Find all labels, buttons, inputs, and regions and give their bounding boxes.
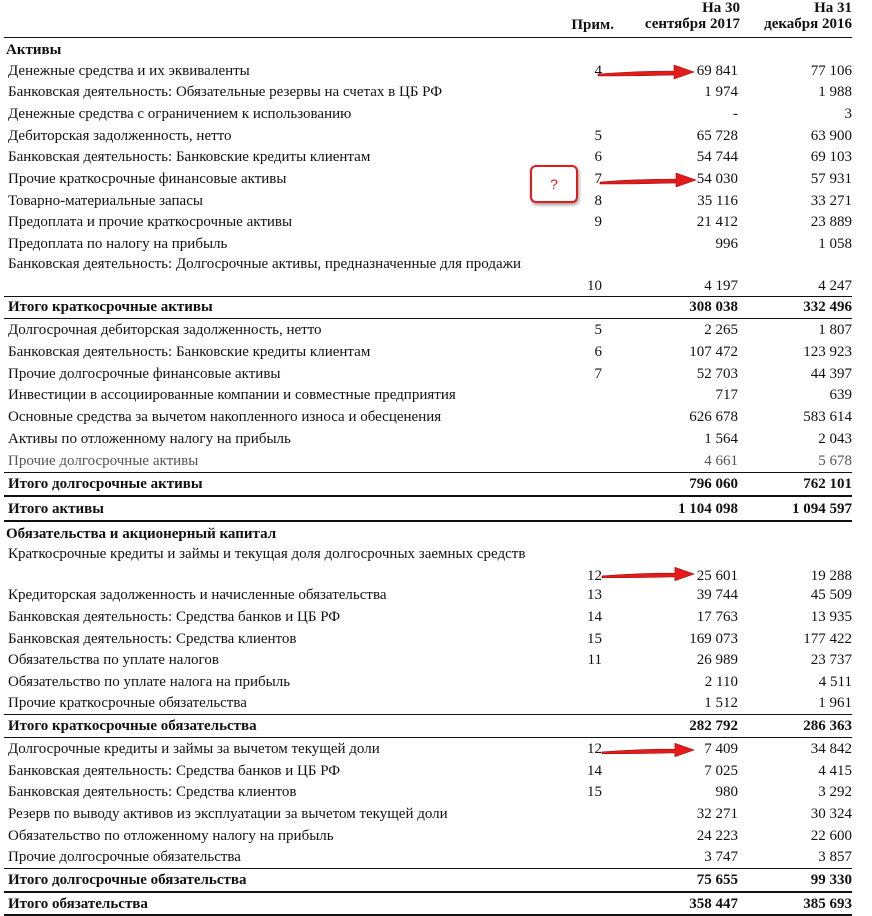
row-value-2016: 22 600 bbox=[810, 828, 852, 844]
row-value-2016: 3 292 bbox=[818, 784, 852, 800]
row-note: 7 bbox=[594, 366, 602, 382]
row-label: Основные средства за вычетом накопленного износа и обесценения bbox=[8, 409, 442, 425]
row-note: 10 bbox=[587, 278, 602, 294]
row-value-2017: 308 038 bbox=[689, 299, 738, 315]
row-label: Кредиторская задолженность и начисленные обязательства bbox=[8, 587, 387, 603]
question-mark-callout: ? bbox=[530, 165, 578, 203]
table-row bbox=[0, 429, 860, 450]
row-value-2016: 332 496 bbox=[803, 299, 852, 315]
table-row bbox=[0, 826, 860, 847]
row-value-2017: 75 655 bbox=[696, 872, 738, 888]
row-value-2017: - bbox=[733, 106, 738, 122]
header-col-2017 bbox=[620, 0, 740, 36]
table-row bbox=[0, 169, 860, 190]
row-divider bbox=[4, 318, 852, 319]
table-row bbox=[0, 629, 860, 650]
row-value-2016: 583 614 bbox=[803, 409, 852, 425]
row-value-2017: 1 512 bbox=[704, 695, 738, 711]
row-value-2017: 1 974 bbox=[704, 84, 738, 100]
header-col-2016-line2: декабря 2016 bbox=[764, 16, 852, 32]
row-value-2017: 25 601 bbox=[696, 568, 738, 584]
row-note: 4 bbox=[594, 63, 602, 79]
total-row-noncurrent-liabilities bbox=[0, 870, 860, 891]
row-divider bbox=[4, 520, 852, 522]
table-row bbox=[0, 451, 860, 472]
row-label: Долгосрочная дебиторская задолженность, нетто bbox=[8, 322, 322, 338]
table-row bbox=[0, 234, 860, 255]
table-row bbox=[0, 407, 860, 428]
row-value-2016: 286 363 bbox=[803, 718, 852, 734]
row-divider bbox=[4, 714, 852, 715]
row-note: 7 bbox=[594, 171, 602, 187]
row-label: Резерв по выводу активов из эксплуатации за вычетом текущей доли bbox=[8, 806, 448, 822]
table-row bbox=[0, 847, 860, 868]
header-col-2017-line2: сентября 2017 bbox=[644, 16, 740, 32]
row-value-2017: 17 763 bbox=[696, 609, 738, 625]
table-row bbox=[0, 650, 860, 671]
row-label: Прочие долгосрочные обязательства bbox=[8, 849, 241, 865]
row-value-2017: 2 110 bbox=[704, 674, 738, 690]
row-value-2016: 99 330 bbox=[810, 872, 852, 888]
row-label: Прочие долгосрочные активы bbox=[8, 453, 199, 469]
row-value-2016: 385 693 bbox=[803, 896, 852, 912]
row-value-2017: 7 409 bbox=[704, 741, 738, 757]
table-row bbox=[0, 191, 860, 212]
table-row bbox=[0, 545, 860, 587]
table-row bbox=[0, 320, 860, 341]
row-value-2017: 3 747 bbox=[704, 849, 738, 865]
row-label: Банковская деятельность: Средства клиентов bbox=[8, 784, 297, 800]
table-row bbox=[0, 82, 860, 103]
row-value-2017: 626 678 bbox=[689, 409, 738, 425]
row-value-2017: 24 223 bbox=[696, 828, 738, 844]
table-row bbox=[0, 585, 860, 606]
table-row bbox=[0, 61, 860, 82]
header-note-column bbox=[540, 17, 614, 35]
row-value-2016: 1 094 597 bbox=[792, 501, 852, 517]
row-value-2016: 30 324 bbox=[810, 806, 852, 822]
row-value-2017: 717 bbox=[715, 387, 738, 403]
row-value-2017: 4 197 bbox=[704, 278, 738, 294]
row-value-2016: 1 961 bbox=[818, 695, 852, 711]
row-label: Итого долгосрочные обязательства bbox=[8, 872, 247, 888]
row-divider bbox=[4, 868, 852, 869]
row-value-2016: 69 103 bbox=[810, 149, 852, 165]
table-row bbox=[0, 212, 860, 233]
row-note: 12 bbox=[587, 568, 602, 584]
total-row-current-assets bbox=[0, 297, 860, 318]
row-note: 6 bbox=[594, 149, 602, 165]
row-divider bbox=[4, 472, 852, 473]
table-row bbox=[0, 607, 860, 628]
row-label: Предоплата по налогу на прибыль bbox=[8, 236, 228, 252]
table-row bbox=[0, 126, 860, 147]
row-label: Банковская деятельность: Долгосрочные активы, предназначенные для продажи bbox=[8, 256, 522, 272]
row-value-2017: 1 104 098 bbox=[678, 501, 738, 517]
row-note: 14 bbox=[587, 609, 602, 625]
row-value-2017: 21 412 bbox=[696, 214, 738, 230]
row-value-2016: 34 842 bbox=[810, 741, 852, 757]
table-row bbox=[0, 364, 860, 385]
row-note: 12 bbox=[587, 741, 602, 757]
row-label: Итого долгосрочные активы bbox=[8, 476, 203, 492]
row-note: 14 bbox=[587, 763, 602, 779]
row-label: Прочие долгосрочные финансовые активы bbox=[8, 366, 281, 382]
row-value-2016: 44 397 bbox=[810, 366, 852, 382]
row-value-2016: 1 058 bbox=[818, 236, 852, 252]
row-divider bbox=[4, 891, 852, 893]
row-value-2016: 4 247 bbox=[818, 278, 852, 294]
row-value-2016: 639 bbox=[829, 387, 852, 403]
row-divider bbox=[4, 495, 852, 497]
row-note: 13 bbox=[587, 587, 602, 603]
row-label: Долгосрочные кредиты и займы за вычетом текущей доли bbox=[8, 741, 380, 757]
row-value-2016: 33 271 bbox=[810, 193, 852, 209]
row-value-2016: 123 923 bbox=[803, 344, 852, 360]
row-value-2016: 23 889 bbox=[810, 214, 852, 230]
row-label: Итого краткосрочные обязательства bbox=[8, 718, 257, 734]
row-value-2016: 63 900 bbox=[810, 128, 852, 144]
header-col-2017-line1: На 30 bbox=[702, 0, 740, 16]
row-value-2017: 52 703 bbox=[696, 366, 738, 382]
row-note: 15 bbox=[587, 784, 602, 800]
header-col-2016 bbox=[752, 0, 852, 36]
row-value-2017: 69 841 bbox=[696, 63, 738, 79]
row-label: Банковская деятельность: Банковские кредиты клиентам bbox=[8, 149, 371, 165]
row-value-2016: 4 415 bbox=[818, 763, 852, 779]
row-note: 5 bbox=[594, 128, 602, 144]
header-divider bbox=[4, 37, 852, 38]
row-value-2016: 45 509 bbox=[810, 587, 852, 603]
row-value-2017: 107 472 bbox=[689, 344, 738, 360]
row-value-2017: 26 989 bbox=[696, 652, 738, 668]
row-value-2017: 7 025 bbox=[704, 763, 738, 779]
row-label: Итого активы bbox=[8, 501, 104, 517]
row-label: Денежные средства с ограничением к использованию bbox=[8, 106, 352, 122]
row-divider bbox=[4, 737, 852, 738]
row-value-2017: 980 bbox=[715, 784, 738, 800]
table-row bbox=[0, 385, 860, 406]
row-value-2017: 169 073 bbox=[689, 631, 738, 647]
row-value-2016: 762 101 bbox=[803, 476, 852, 492]
row-label: Банковская деятельность: Средства банков и ЦБ РФ bbox=[8, 763, 341, 779]
row-label: Итого краткосрочные активы bbox=[8, 299, 213, 315]
row-value-2016: 1 807 bbox=[818, 322, 852, 338]
row-value-2016: 57 931 bbox=[810, 171, 852, 187]
row-value-2017: 996 bbox=[715, 236, 738, 252]
row-value-2016: 4 511 bbox=[818, 674, 852, 690]
section-title-assets: Активы bbox=[6, 42, 62, 58]
table-row bbox=[0, 782, 860, 803]
row-note: 6 bbox=[594, 344, 602, 360]
row-value-2016: 19 288 bbox=[810, 568, 852, 584]
row-value-2017: 796 060 bbox=[689, 476, 738, 492]
table-row bbox=[0, 147, 860, 168]
red-arrow-icon bbox=[598, 170, 698, 190]
row-label: Банковская деятельность: Средства клиентов bbox=[8, 631, 297, 647]
row-label: Банковская деятельность: Обязательные резервы на счетах в ЦБ РФ bbox=[8, 84, 443, 100]
row-label: Активы по отложенному налогу на прибыль bbox=[8, 431, 291, 447]
total-row-assets bbox=[0, 499, 860, 520]
row-value-2017: 1 564 bbox=[704, 431, 738, 447]
row-value-2017: 282 792 bbox=[689, 718, 738, 734]
row-label: Итого обязательства bbox=[8, 896, 148, 912]
row-value-2016: 2 043 bbox=[818, 431, 852, 447]
table-row bbox=[0, 342, 860, 363]
table-row bbox=[0, 672, 860, 693]
row-value-2016: 1 988 bbox=[818, 84, 852, 100]
row-label: Банковская деятельность: Банковские кредиты клиентам bbox=[8, 344, 371, 360]
row-label: Обязательства по уплате налогов bbox=[8, 652, 219, 668]
row-value-2017: 32 271 bbox=[696, 806, 738, 822]
table-row bbox=[0, 693, 860, 714]
total-row-current-liabilities bbox=[0, 716, 860, 737]
row-label: Прочие краткосрочные обязательства bbox=[8, 695, 247, 711]
row-value-2017: 39 744 bbox=[696, 587, 738, 603]
red-arrow-icon bbox=[600, 564, 696, 584]
row-note: 8 bbox=[594, 193, 602, 209]
row-label: Банковская деятельность: Средства банков и ЦБ РФ bbox=[8, 609, 341, 625]
red-arrow-icon bbox=[600, 740, 696, 760]
row-value-2016: 177 422 bbox=[803, 631, 852, 647]
total-row-liabilities bbox=[0, 894, 860, 915]
row-value-2016: 13 935 bbox=[810, 609, 852, 625]
row-value-2017: 54 030 bbox=[696, 171, 738, 187]
table-row bbox=[0, 255, 860, 297]
row-label: Обязательство по уплате налога на прибыль bbox=[8, 674, 291, 690]
table-row bbox=[0, 804, 860, 825]
row-value-2016: 5 678 bbox=[818, 453, 852, 469]
row-value-2017: 2 265 bbox=[704, 322, 738, 338]
row-label: Прочие краткосрочные финансовые активы bbox=[8, 171, 287, 187]
row-note: 11 bbox=[587, 652, 602, 668]
row-value-2017: 35 116 bbox=[697, 193, 738, 209]
section-title-liabilities: Обязательства и акционерный капитал bbox=[6, 526, 277, 542]
row-label: Краткосрочные кредиты и займы и текущая доля долгосрочных заемных средств bbox=[8, 546, 526, 562]
row-label: Дебиторская задолженность, нетто bbox=[8, 128, 232, 144]
table-row bbox=[0, 104, 860, 125]
row-value-2016: 3 857 bbox=[818, 849, 852, 865]
row-label: Предоплата и прочие краткосрочные активы bbox=[8, 214, 293, 230]
row-note: 5 bbox=[594, 322, 602, 338]
row-label: Обязательство по отложенному налогу на прибыль bbox=[8, 828, 334, 844]
row-value-2017: 65 728 bbox=[696, 128, 738, 144]
row-value-2016: 3 bbox=[844, 106, 852, 122]
row-note: 9 bbox=[594, 214, 602, 230]
header-col-2016-line1: На 31 bbox=[814, 0, 852, 16]
row-label: Инвестиции в ассоциированные компании и совместные предприятия bbox=[8, 387, 456, 403]
total-row-noncurrent-assets bbox=[0, 474, 860, 495]
row-value-2017: 54 744 bbox=[696, 149, 738, 165]
header-note-label: Прим. bbox=[571, 17, 614, 33]
row-value-2017: 358 447 bbox=[689, 896, 738, 912]
row-value-2016: 77 106 bbox=[810, 63, 852, 79]
table-row bbox=[0, 761, 860, 782]
red-arrow-icon bbox=[596, 62, 696, 82]
table-row bbox=[0, 739, 860, 760]
row-label: Денежные средства и их эквиваленты bbox=[8, 63, 250, 79]
row-label: Товарно-материальные запасы bbox=[8, 193, 203, 209]
row-value-2017: 4 661 bbox=[704, 453, 738, 469]
row-value-2016: 23 737 bbox=[810, 652, 852, 668]
row-note: 15 bbox=[587, 631, 602, 647]
